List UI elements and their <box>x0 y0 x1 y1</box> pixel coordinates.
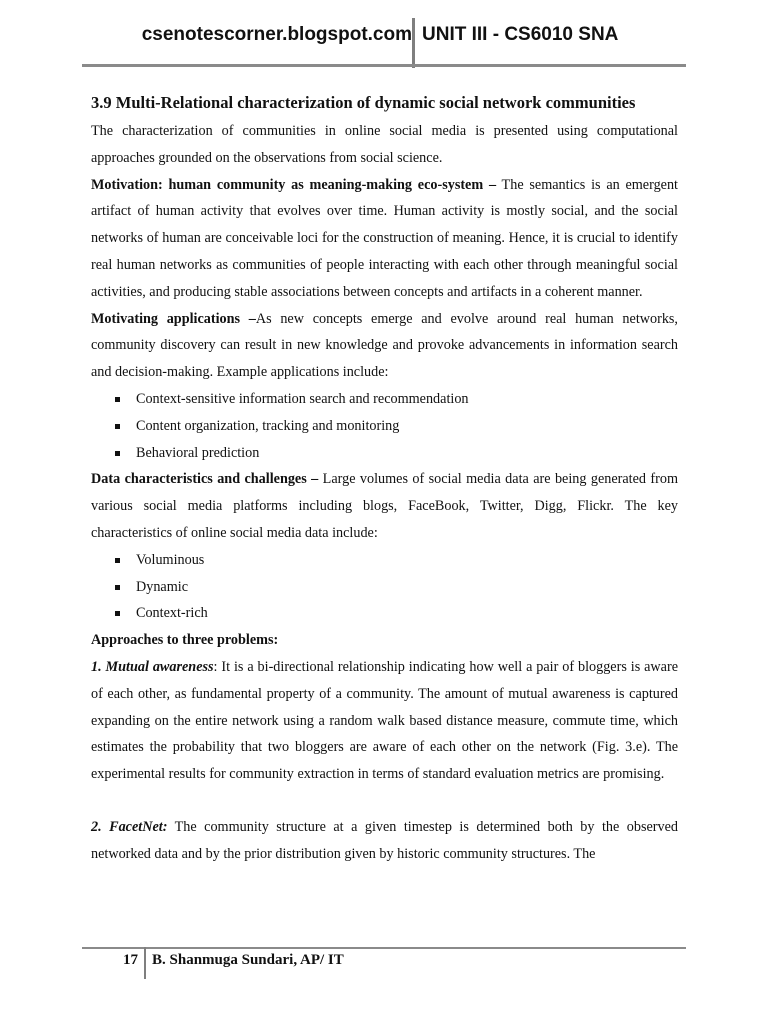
data-characteristics-paragraph <box>91 466 678 546</box>
motivation-label: Motivation: human community as meaning-making eco-system – <box>91 176 497 193</box>
approaches-heading: Approaches to three problems: <box>91 632 279 649</box>
footer-author: B. Shanmuga Sundari, AP/ IT <box>152 952 344 968</box>
intro-paragraph: The characterization of communities in online social media is presented using computational approaches grounded on the observations from social science. <box>91 123 678 166</box>
list-item: Dynamic <box>91 574 678 601</box>
facetnet-paragraph <box>91 814 678 868</box>
paragraph-gap <box>91 788 678 814</box>
list-item: Context-rich <box>91 600 678 627</box>
mutual-awareness-label: 1. Mutual awareness <box>91 658 214 675</box>
list-item: Voluminous <box>91 547 678 574</box>
mutual-awareness-paragraph <box>91 654 678 788</box>
list-item: Context-sensitive information search and recommendation <box>91 386 678 413</box>
footer-divider <box>144 947 146 979</box>
mutual-awareness-text: : It is a bi-directional relationship indicating how well a pair of bloggers is aware of each other, as fundamental property of a community. The amount of mutual awareness is captured expanding on the entire network using a random walk based distance measure, commute time, which estimates the probability that two bloggers are aware of each other on the network (Fig. 3.e). The experimental results for community extraction in terms of standard evaluation metrics are promising. <box>91 658 678 783</box>
applications-paragraph <box>91 306 678 386</box>
page-footer <box>82 947 686 981</box>
data-characteristics-text: Large volumes of social media data are being generated from various social media platforms including blogs, FaceBook, Twitter, Digg, Flickr. The key characteristics of online social media data include: <box>91 471 678 541</box>
applications-text: As new concepts emerge and evolve around real human networks, community discovery can result in new knowledge and provoke advancements in information search and decision-making. Example applications include: <box>91 310 678 381</box>
list-item: Content organization, tracking and monitoring <box>91 413 678 440</box>
header-rule <box>82 64 686 67</box>
motivation-text: The semantics is an emergent artifact of human activity that evolves over time. Human activity is mostly social, and the social networks of human are conceivable loci for the construction of meaning. Hence, it is crucial to identify real human networks as communities of people interacting with each other through meaningful social activities, and producing stable associations between concepts and artifacts in a coherent manner. <box>91 176 678 300</box>
page-number: 17 <box>123 952 138 968</box>
header-unit: UNIT III - CS6010 SNA <box>422 24 619 45</box>
data-characteristics-label: Data characteristics and challenges – <box>91 471 319 488</box>
footer-rule <box>82 947 686 949</box>
characteristics-list <box>91 547 678 627</box>
facetnet-label: 2. FacetNet: <box>91 818 168 835</box>
page-content <box>91 90 678 868</box>
applications-list <box>91 386 678 466</box>
facetnet-text: The community structure at a given timestep is determined both by the observed networked data and by the prior distribution given by historic community structures. The <box>91 818 678 862</box>
motivation-paragraph <box>91 172 678 306</box>
header-divider <box>412 18 415 68</box>
list-item: Behavioral prediction <box>91 440 678 467</box>
section-title: 3.9 Multi-Relational characterization of dynamic social network communities <box>91 93 636 112</box>
header-site: csenotescorner.blogspot.com <box>141 24 412 45</box>
page-header <box>82 14 686 66</box>
applications-label: Motivating applications – <box>91 310 256 327</box>
